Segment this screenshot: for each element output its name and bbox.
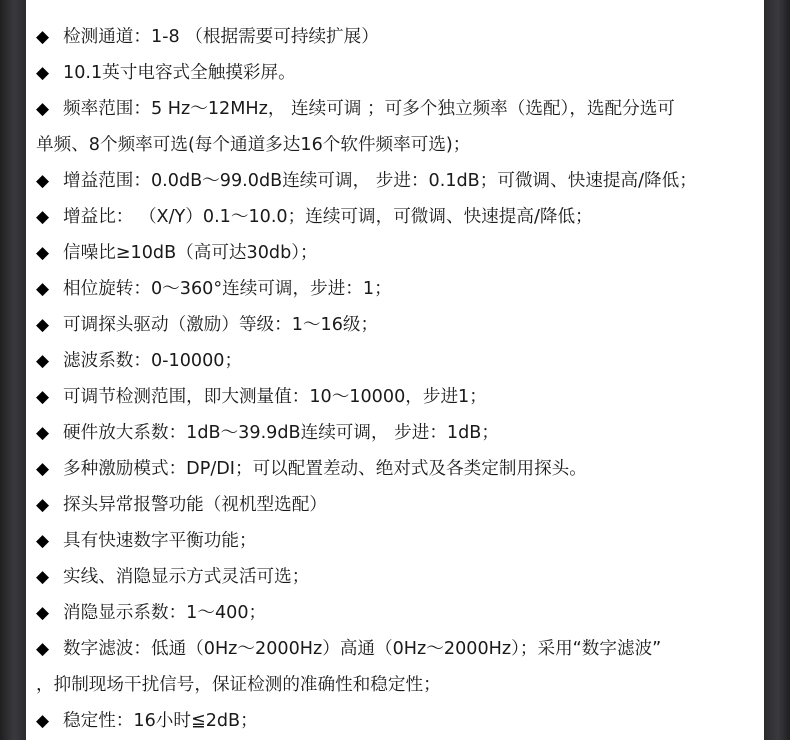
spec-text: 硬件放大系数：1dB～39.9dB连续可调， 步进：1dB；: [63, 423, 499, 443]
spec-text: 稳定性：16小时≦2dB；: [63, 711, 258, 731]
spec-continuation: ，抑制现场干扰信号，保证检测的准确性和稳定性；: [36, 675, 441, 695]
spec-text: 10.1英寸电容式全触摸彩屏。: [63, 63, 296, 83]
spec-item: [36, 163, 764, 199]
diamond-bullet-icon: ◆: [36, 315, 50, 335]
diamond-bullet-icon: ◆: [36, 639, 50, 659]
spec-text: 滤波系数：0-10000；: [63, 351, 243, 371]
diamond-bullet-icon: ◆: [36, 423, 50, 443]
spec-item: [36, 415, 764, 451]
spec-item: [36, 199, 764, 235]
diamond-bullet-icon: ◆: [36, 99, 50, 119]
diamond-bullet-icon: ◆: [36, 459, 50, 479]
spec-text: 探头异常报警功能（视机型选配）: [63, 495, 327, 515]
spec-item: [36, 379, 764, 415]
spec-text: 增益比： （X/Y）0.1～10.0；连续可调，可微调、快速提高/降低；: [63, 207, 593, 227]
spec-item: [36, 271, 764, 307]
spec-item: [36, 55, 764, 91]
diamond-bullet-icon: ◆: [36, 567, 50, 587]
diamond-bullet-icon: ◆: [36, 27, 50, 47]
spec-text: 检测通道：1-8 （根据需要可持续扩展）: [63, 27, 379, 47]
spec-text: 数字滤波：低通（0Hz～2000Hz）高通（0Hz～2000Hz）；采用“数字滤波”: [63, 639, 662, 659]
spec-item: [36, 595, 764, 631]
spec-item: [36, 631, 764, 667]
diamond-bullet-icon: ◆: [36, 603, 50, 623]
diamond-bullet-icon: ◆: [36, 243, 50, 263]
spec-text: 多种激励模式：DP/DI；可以配置差动、绝对式及各类定制用探头。: [63, 459, 587, 479]
spec-text: 相位旋转：0～360°连续可调，步进：1；: [63, 279, 392, 299]
spec-text: 消隐显示系数：1～400；: [63, 603, 267, 623]
diamond-bullet-icon: ◆: [36, 207, 50, 227]
spec-item: [36, 703, 764, 739]
diamond-bullet-icon: ◆: [36, 531, 50, 551]
spec-text: 可调节检测范围，即大测量值：10～10000，步进1；: [63, 387, 487, 407]
spec-item: [36, 19, 764, 55]
spec-text: 具有快速数字平衡功能；: [63, 531, 257, 551]
spec-item: [36, 451, 764, 487]
spec-item: [36, 91, 764, 127]
spec-text: 实线、消隐显示方式灵活可选；: [63, 567, 310, 587]
spec-continuation: 单频、8个频率可选(每个通道多达16个软件频率可选)；: [36, 135, 471, 155]
diamond-bullet-icon: ◆: [36, 711, 50, 731]
spec-text: 频率范围：5 Hz～12MHz， 连续可调 ；可多个独立频率（选配），选配分选可: [63, 99, 675, 119]
spec-item: [36, 559, 764, 595]
spec-list: [26, 0, 764, 739]
spec-item: [36, 343, 764, 379]
diamond-bullet-icon: ◆: [36, 63, 50, 83]
spec-item: [36, 487, 764, 523]
diamond-bullet-icon: ◆: [36, 495, 50, 515]
diamond-bullet-icon: ◆: [36, 279, 50, 299]
diamond-bullet-icon: ◆: [36, 351, 50, 371]
spec-item: [36, 235, 764, 271]
spec-text: 增益范围：0.0dB～99.0dB连续可调， 步进：0.1dB；可微调、快速提高/降低；: [63, 171, 697, 191]
spec-text: 信噪比≥10dB（高可达30db）；: [63, 243, 318, 263]
spec-text: 可调探头驱动（激励）等级：1～16级；: [63, 315, 379, 335]
diamond-bullet-icon: ◆: [36, 387, 50, 407]
spec-item: [36, 307, 764, 343]
spec-item: [36, 523, 764, 559]
spec-panel: [26, 0, 764, 740]
diamond-bullet-icon: ◆: [36, 171, 50, 191]
